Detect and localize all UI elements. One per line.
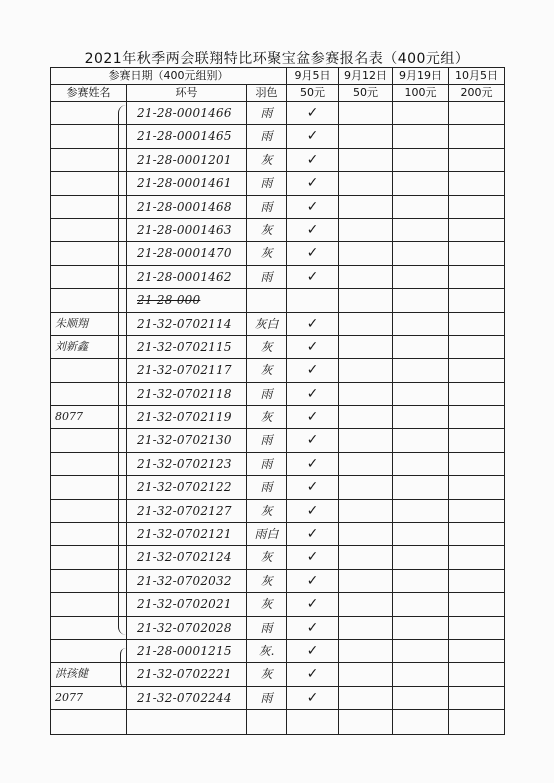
feather-color: 雨 xyxy=(247,102,287,124)
check-date-2 xyxy=(339,476,393,498)
entrant-name xyxy=(51,383,127,405)
feather-color: 雨 xyxy=(247,617,287,639)
check-date-4 xyxy=(449,570,504,592)
check-date-3 xyxy=(393,102,449,124)
feather-color: 灰 xyxy=(247,336,287,358)
check-date-2 xyxy=(339,617,393,639)
check-date-2 xyxy=(339,710,393,733)
check-date-4 xyxy=(449,313,504,335)
entrant-name xyxy=(51,359,127,381)
check-date-3 xyxy=(393,125,449,147)
ring-number: 21-28-0001466 xyxy=(127,102,247,124)
entrant-name xyxy=(51,546,127,568)
check-date-3 xyxy=(393,710,449,733)
entrant-name xyxy=(51,242,127,264)
check-date-1: ✓ xyxy=(287,500,339,522)
ring-number: 21-28-0001463 xyxy=(127,219,247,241)
check-date-1: ✓ xyxy=(287,125,339,147)
check-date-4 xyxy=(449,125,504,147)
feather-color: 灰 xyxy=(247,242,287,264)
check-date-3 xyxy=(393,336,449,358)
header-row-columns xyxy=(51,85,504,102)
check-date-3 xyxy=(393,219,449,241)
feather-color: 灰 xyxy=(247,149,287,171)
check-date-1: ✓ xyxy=(287,266,339,288)
feather-color: 雨 xyxy=(247,196,287,218)
check-date-1: ✓ xyxy=(287,196,339,218)
check-date-2 xyxy=(339,406,393,428)
check-date-4 xyxy=(449,406,504,428)
feather-color: 雨白 xyxy=(247,523,287,545)
feather-color: 灰 xyxy=(247,663,287,685)
check-date-2 xyxy=(339,219,393,241)
table-row xyxy=(51,663,504,686)
check-date-1: ✓ xyxy=(287,453,339,475)
check-date-2 xyxy=(339,289,393,311)
feather-color xyxy=(247,710,287,733)
check-date-3 xyxy=(393,242,449,264)
check-date-4 xyxy=(449,710,504,733)
entrant-name xyxy=(51,196,127,218)
check-date-3 xyxy=(393,546,449,568)
entrant-name xyxy=(51,523,127,545)
check-date-4 xyxy=(449,500,504,522)
check-date-1: ✓ xyxy=(287,359,339,381)
check-date-4 xyxy=(449,289,504,311)
ring-number: 21-28-0001215 xyxy=(127,640,247,662)
check-date-3 xyxy=(393,687,449,709)
ring-number: 21-28-0001462 xyxy=(127,266,247,288)
header-fee-2: 50元 xyxy=(339,85,393,101)
entrant-name xyxy=(51,219,127,241)
check-date-4 xyxy=(449,242,504,264)
group-bracket xyxy=(118,105,129,635)
check-date-4 xyxy=(449,523,504,545)
check-date-1: ✓ xyxy=(287,476,339,498)
ring-number: 21-32-0702028 xyxy=(127,617,247,639)
ring-number: 21-28-0001468 xyxy=(127,196,247,218)
ring-number: 21-32-0702117 xyxy=(127,359,247,381)
check-date-2 xyxy=(339,640,393,662)
entrant-name xyxy=(51,476,127,498)
check-date-4 xyxy=(449,266,504,288)
header-fee-3: 100元 xyxy=(393,85,449,101)
check-date-1: ✓ xyxy=(287,172,339,194)
entrant-name: 2077 xyxy=(51,687,127,709)
ring-number: 21-32-0702244 xyxy=(127,687,247,709)
check-date-4 xyxy=(449,429,504,451)
feather-color: 雨 xyxy=(247,476,287,498)
header-row-dates xyxy=(51,68,504,85)
ring-number: 21-32-0702114 xyxy=(127,313,247,335)
check-date-3 xyxy=(393,172,449,194)
entrant-name xyxy=(51,710,127,733)
check-date-1: ✓ xyxy=(287,242,339,264)
check-date-2 xyxy=(339,196,393,218)
ring-number: 21-32-0702124 xyxy=(127,546,247,568)
ring-number: 21-32-0702118 xyxy=(127,383,247,405)
check-date-1: ✓ xyxy=(287,219,339,241)
check-date-1: ✓ xyxy=(287,593,339,615)
header-fee-4: 200元 xyxy=(460,86,493,99)
ring-number: 21-32-0702123 xyxy=(127,453,247,475)
ring-number: 21-28-000 xyxy=(127,289,247,311)
ring-number: 21-32-0702130 xyxy=(127,429,247,451)
ring-number: 21-28-0001470 xyxy=(127,242,247,264)
ring-number: 21-32-0702221 xyxy=(127,663,247,685)
table-row xyxy=(51,640,504,663)
check-date-4 xyxy=(449,640,504,662)
check-date-2 xyxy=(339,663,393,685)
ring-number: 21-28-0001201 xyxy=(127,149,247,171)
check-date-3 xyxy=(393,617,449,639)
header-date-3: 9月19日 xyxy=(393,68,449,84)
check-date-3 xyxy=(393,570,449,592)
check-date-1: ✓ xyxy=(287,546,339,568)
check-date-1: ✓ xyxy=(287,149,339,171)
check-date-3 xyxy=(393,500,449,522)
check-date-4 xyxy=(449,617,504,639)
check-date-2 xyxy=(339,500,393,522)
feather-color: 雨 xyxy=(247,687,287,709)
header-ring: 环号 xyxy=(127,85,247,101)
header-date-2: 9月12日 xyxy=(339,68,393,84)
entrant-name xyxy=(51,125,127,147)
check-date-4 xyxy=(449,359,504,381)
check-date-3 xyxy=(393,523,449,545)
check-date-2 xyxy=(339,593,393,615)
header-name: 参赛姓名 xyxy=(51,85,127,101)
ring-number: 21-32-0702021 xyxy=(127,593,247,615)
check-date-4 xyxy=(449,149,504,171)
entrant-name: 洪孩健 xyxy=(51,663,127,685)
feather-color xyxy=(247,289,287,311)
check-date-2 xyxy=(339,125,393,147)
check-date-1 xyxy=(287,710,339,733)
ring-number: 21-32-0702119 xyxy=(127,406,247,428)
feather-color: 雨 xyxy=(247,453,287,475)
check-date-2 xyxy=(339,453,393,475)
check-date-1: ✓ xyxy=(287,663,339,685)
check-date-3 xyxy=(393,266,449,288)
check-date-4 xyxy=(449,383,504,405)
ring-number: 21-32-0702121 xyxy=(127,523,247,545)
check-date-4 xyxy=(449,219,504,241)
feather-color: 灰 xyxy=(247,570,287,592)
check-date-2 xyxy=(339,172,393,194)
check-date-1: ✓ xyxy=(287,406,339,428)
check-date-3 xyxy=(393,383,449,405)
feather-color: 灰 xyxy=(247,359,287,381)
check-date-4 xyxy=(449,196,504,218)
check-date-2 xyxy=(339,336,393,358)
check-date-2 xyxy=(339,359,393,381)
entrant-name: 朱顺翔 xyxy=(51,313,127,335)
check-date-4 xyxy=(449,593,504,615)
feather-color: 灰 xyxy=(247,500,287,522)
check-date-1: ✓ xyxy=(287,687,339,709)
entrant-name xyxy=(51,570,127,592)
check-date-1: ✓ xyxy=(287,617,339,639)
ring-number: 21-32-0702032 xyxy=(127,570,247,592)
check-date-1: ✓ xyxy=(287,570,339,592)
feather-color: 灰 xyxy=(247,593,287,615)
feather-color: 雨 xyxy=(247,266,287,288)
ring-number: 21-32-0702122 xyxy=(127,476,247,498)
header-date-1: 9月5日 xyxy=(287,68,339,84)
entrant-name xyxy=(51,453,127,475)
check-date-3 xyxy=(393,429,449,451)
entrant-name xyxy=(51,429,127,451)
check-date-2 xyxy=(339,102,393,124)
check-date-3 xyxy=(393,289,449,311)
feather-color: 雨 xyxy=(247,172,287,194)
feather-color: 灰 xyxy=(247,546,287,568)
ring-number: 21-28-0001465 xyxy=(127,125,247,147)
entrant-name xyxy=(51,172,127,194)
check-date-3 xyxy=(393,476,449,498)
check-date-1: ✓ xyxy=(287,429,339,451)
check-date-4 xyxy=(449,687,504,709)
table-row xyxy=(51,710,504,733)
ring-number: 21-32-0702115 xyxy=(127,336,247,358)
check-date-1: ✓ xyxy=(287,640,339,662)
check-date-3 xyxy=(393,453,449,475)
entrant-name xyxy=(51,149,127,171)
check-date-3 xyxy=(393,663,449,685)
check-date-4 xyxy=(449,663,504,685)
table-row xyxy=(51,687,504,710)
check-date-4 xyxy=(449,172,504,194)
check-date-2 xyxy=(339,149,393,171)
check-date-2 xyxy=(339,313,393,335)
check-date-2 xyxy=(339,570,393,592)
header-date-label: 参赛日期（400元组别） xyxy=(51,68,287,84)
ring-number xyxy=(127,710,247,733)
header-color: 羽色 xyxy=(247,85,287,101)
ring-number: 21-32-0702127 xyxy=(127,500,247,522)
check-date-4 xyxy=(449,336,504,358)
entrant-name xyxy=(51,289,127,311)
entrant-name xyxy=(51,593,127,615)
entrant-name xyxy=(51,617,127,639)
entrant-name: 刘新鑫 xyxy=(51,336,127,358)
group-bracket-small xyxy=(120,648,129,688)
entrant-name xyxy=(51,102,127,124)
check-date-4 xyxy=(449,453,504,475)
feather-color: 灰 xyxy=(247,219,287,241)
feather-color: 雨 xyxy=(247,125,287,147)
feather-color: 灰. xyxy=(247,640,287,662)
check-date-2 xyxy=(339,429,393,451)
check-date-3 xyxy=(393,149,449,171)
check-date-2 xyxy=(339,383,393,405)
check-date-1: ✓ xyxy=(287,313,339,335)
check-date-3 xyxy=(393,359,449,381)
header-date-4: 10月5日 xyxy=(455,69,498,82)
check-date-4 xyxy=(449,476,504,498)
header-fee-1: 50元 xyxy=(287,85,339,101)
check-date-3 xyxy=(393,196,449,218)
form-title: 2021年秋季两会联翔特比环聚宝盆参赛报名表（400元组） xyxy=(84,51,470,67)
entrant-name xyxy=(51,640,127,662)
check-date-1: ✓ xyxy=(287,102,339,124)
check-date-3 xyxy=(393,313,449,335)
check-date-2 xyxy=(339,687,393,709)
check-date-2 xyxy=(339,523,393,545)
check-date-2 xyxy=(339,546,393,568)
entrant-name xyxy=(51,266,127,288)
check-date-1: ✓ xyxy=(287,523,339,545)
ring-number: 21-28-0001461 xyxy=(127,172,247,194)
check-date-3 xyxy=(393,406,449,428)
check-date-1 xyxy=(287,289,339,311)
check-date-2 xyxy=(339,242,393,264)
check-date-3 xyxy=(393,593,449,615)
feather-color: 雨 xyxy=(247,383,287,405)
feather-color: 灰 xyxy=(247,406,287,428)
check-date-4 xyxy=(449,102,504,124)
check-date-1: ✓ xyxy=(287,383,339,405)
check-date-3 xyxy=(393,640,449,662)
check-date-2 xyxy=(339,266,393,288)
feather-color: 雨 xyxy=(247,429,287,451)
check-date-4 xyxy=(449,546,504,568)
check-date-1: ✓ xyxy=(287,336,339,358)
entrant-name xyxy=(51,500,127,522)
entrant-name: 8077 xyxy=(51,406,127,428)
feather-color: 灰白 xyxy=(247,313,287,335)
